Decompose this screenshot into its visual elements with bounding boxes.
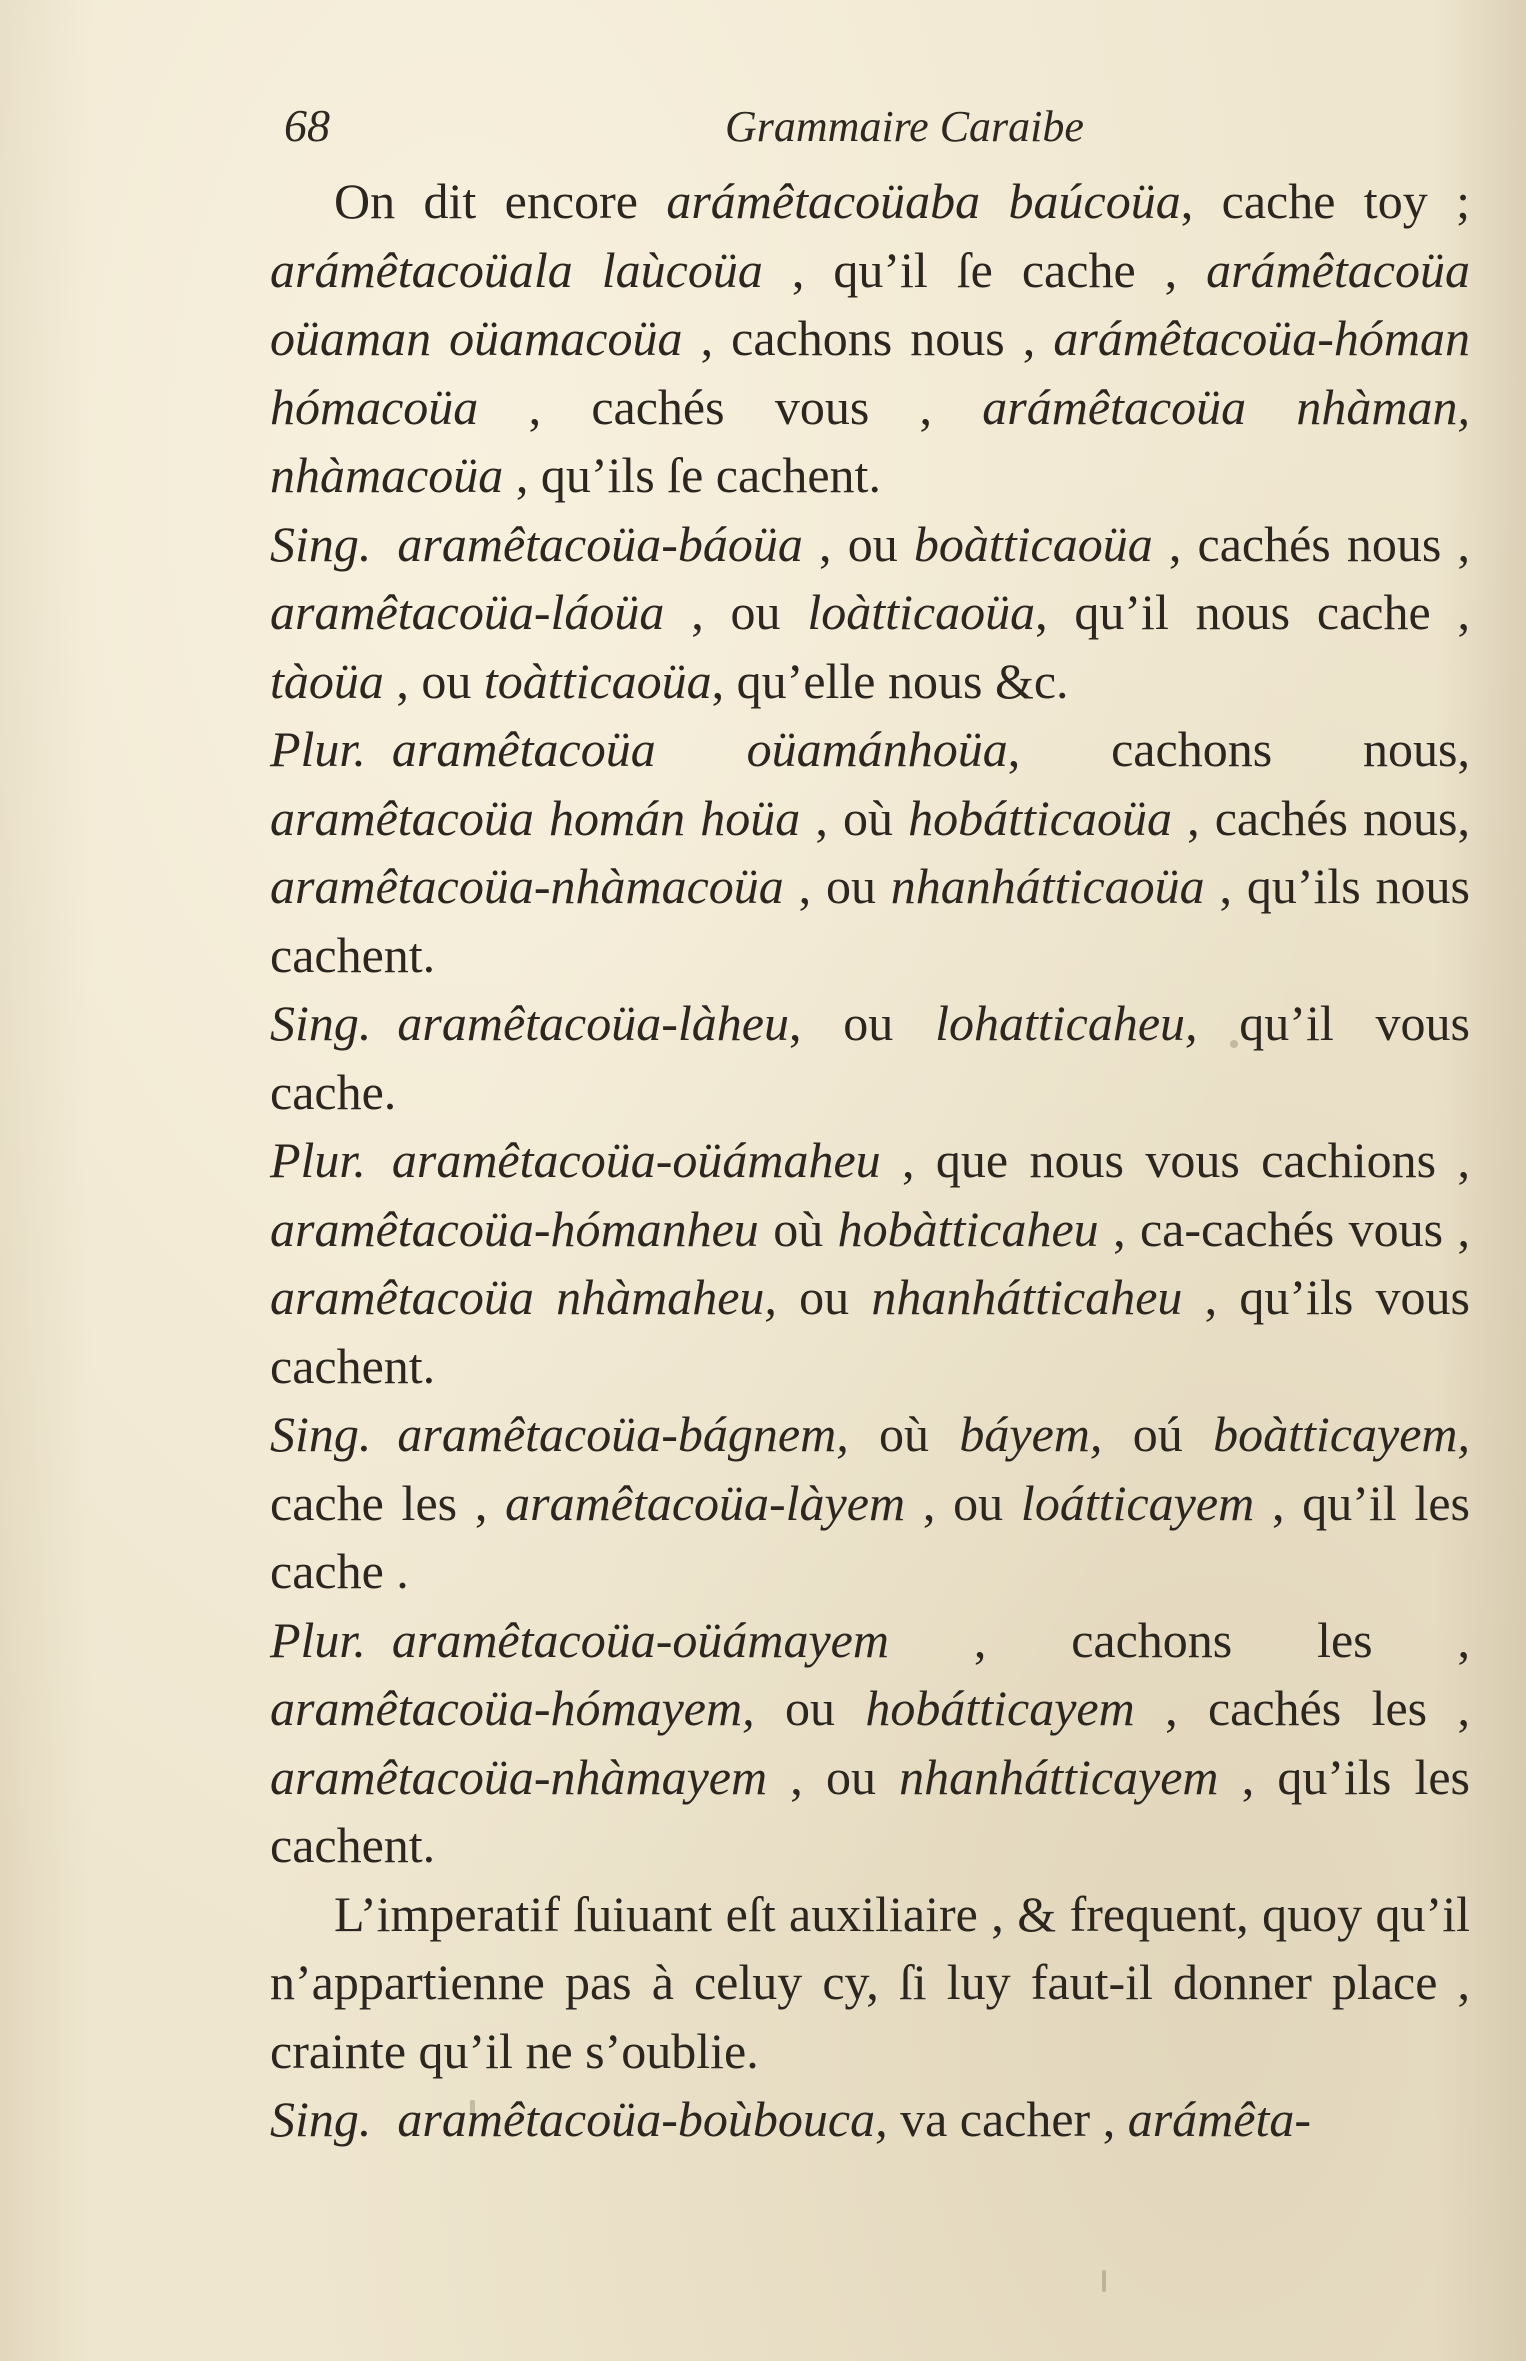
caribe-term: aramêtacoüa-oüámayem (391, 1611, 889, 1668)
sing-label: Sing. (270, 2091, 372, 2147)
caribe-term: arámêtacoüala laùcoüa (270, 241, 763, 298)
caribe-term: aramêtacoüa-làyem (505, 1474, 906, 1531)
text-run: , ou (788, 995, 936, 1051)
plur-label: Plur. (270, 1132, 366, 1188)
text-run: , ou (767, 1748, 900, 1805)
text-run: , cachés nous, (1171, 789, 1471, 846)
caribe-term: aramêtacoüa-láoüa (270, 584, 665, 640)
text-run: , cachons nous, (1007, 721, 1471, 777)
text-run: , que nous vous cachions , (880, 1132, 1470, 1188)
text-run: , qu’il nous cache , (1035, 584, 1470, 640)
caribe-term: nhanhátticaoüa (890, 858, 1205, 914)
page-header (270, 95, 1490, 165)
text-run: , où (800, 789, 909, 846)
caribe-term: hobátticayem (865, 1680, 1135, 1736)
sing-label: Sing. (270, 995, 372, 1051)
plur-label: Plur. (270, 721, 366, 777)
caribe-term: loátticayem (1020, 1474, 1255, 1531)
caribe-term: aramêtacoüa-nhàmacoüa (270, 858, 784, 914)
caribe-term: nhanhátticaheu (871, 1269, 1183, 1325)
caribe-term: aramêtacoüa-boùbouca, (397, 2091, 888, 2147)
paragraph-imperatif: L’imperatif ſuiuant eſt auxiliaire , & frequent, quoy qu’il n’appartienne pas à celuy cy, ſi luy faut-il donner place , crainte qu’il ne s’oublie. (270, 1885, 1470, 2079)
text-run: , qu’ils ſe cachent. (503, 447, 881, 503)
text-run: , cachons les , (888, 1611, 1470, 1668)
text-run: , ca-cachés vous , (1098, 1200, 1470, 1257)
running-title: Grammaire Caraibe (725, 102, 1084, 151)
ink-spot (1102, 2270, 1106, 2292)
paragraph-plur-2 (270, 1126, 1470, 1400)
paragraph-sing-4 (270, 2085, 1470, 2154)
paragraph-plur-1 (270, 715, 1470, 989)
paragraph-sing-3 (270, 1400, 1470, 1606)
text-run: ou (776, 1269, 872, 1325)
text-run: va cacher , (887, 2091, 1128, 2147)
text-run: , cachés nous , (1152, 515, 1471, 572)
caribe-term: arámêtacoüa oüaman oüamacoüa (270, 241, 1470, 366)
caribe-term: boàtticayem, (1213, 1406, 1471, 1462)
caribe-term: aramêtacoüa-hómayem, (270, 1680, 755, 1736)
text-run: où (758, 1200, 838, 1257)
caribe-term: aramêtacoüa-báoüa (397, 515, 803, 572)
text-run: , qu’ils les cachent. (270, 1748, 1471, 1873)
text-run: , cachés les , (1134, 1680, 1470, 1736)
caribe-term: toàtticaoüa (483, 652, 712, 709)
text-run: On dit encore (334, 173, 667, 229)
text-run: oú (1102, 1406, 1214, 1462)
text-run: , ou (664, 584, 808, 640)
page-number: 68 (284, 100, 330, 151)
caribe-term: arámêtacoüa nhàman, nhàmacoüa (270, 378, 1471, 503)
text-run: , ou (802, 515, 914, 572)
caribe-term: arámêtacoüaba baúcoüa (666, 173, 1181, 229)
text-run: , qu’ils vous cachent. (270, 1269, 1470, 1394)
text-run: , ou (783, 858, 891, 914)
caribe-term: loàtticaoüa (807, 584, 1036, 640)
caribe-term: aramêtacoüa-làheu (397, 995, 789, 1051)
paragraph-sing-1 (270, 510, 1470, 716)
caribe-term: arámêtacoüa-hóman hómacoüa (270, 310, 1470, 435)
paragraph-intro (270, 167, 1470, 510)
caribe-term: lohatticaheu, (935, 995, 1198, 1051)
caribe-term: tàoüa (270, 652, 384, 709)
caribe-term: aramêtacoüa oüamánhoüa (391, 721, 1008, 777)
caribe-term: arámêta- (1127, 2091, 1312, 2147)
text-run: , qu’elle nous &c. (711, 652, 1069, 709)
paragraph-sing-2 (270, 989, 1470, 1126)
caribe-term: hobàtticaheu (837, 1200, 1099, 1257)
caribe-term: nhanhátticayem (899, 1748, 1219, 1805)
text-run: , cachons nous , (682, 310, 1054, 366)
text-run: qu’il vous cache. (270, 995, 1470, 1120)
paragraph-plur-3 (270, 1606, 1470, 1880)
text-run: , cachés vous , (478, 378, 983, 435)
text-run: , cache toy ; (1180, 173, 1470, 229)
caribe-term: aramêtacoüa-hómanheu (270, 1200, 759, 1257)
text-run: où (848, 1406, 960, 1462)
sing-label: Sing. (270, 515, 372, 572)
caribe-term: aramêtacoüa nhàmaheu, (270, 1269, 777, 1325)
text-run: cache les , (270, 1474, 506, 1531)
caribe-term: aramêtacoüa-nhàmayem (270, 1748, 768, 1805)
caribe-term: aramêtacoüa homán hoüa (270, 789, 801, 846)
sing-label: Sing. (270, 1406, 372, 1462)
caribe-term: hobátticaoüa (908, 789, 1172, 846)
caribe-term: boàtticaoüa (913, 515, 1153, 572)
text-run: , qu’il ſe cache , (762, 241, 1207, 298)
text-run: , qu’il les cache . (270, 1474, 1471, 1599)
text-run: , qu’ils nous cachent. (270, 858, 1470, 983)
text-run: ou (754, 1680, 866, 1736)
body-text (270, 167, 1470, 2154)
ink-spot (1230, 1040, 1238, 1048)
caribe-term: aramêtacoüa-bágnem, (397, 1406, 849, 1462)
plur-label: Plur. (270, 1611, 366, 1668)
book-page (270, 95, 1490, 2154)
caribe-term: báyem, (959, 1406, 1103, 1462)
ink-spot (470, 2100, 475, 2114)
text-run: , ou (383, 652, 484, 709)
text-run: , ou (905, 1474, 1021, 1531)
caribe-term: aramêtacoüa-oüámaheu (391, 1132, 881, 1188)
